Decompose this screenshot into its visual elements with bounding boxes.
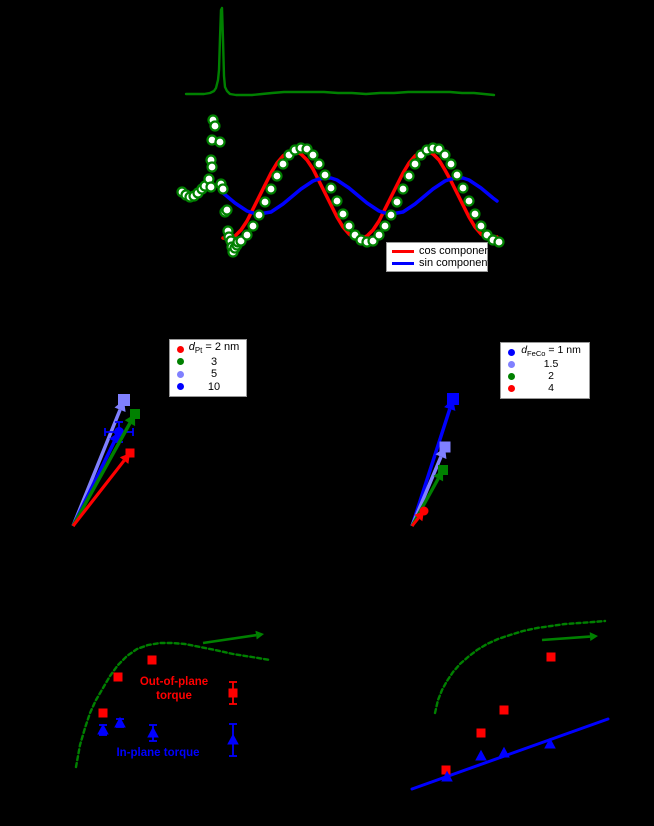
legend-row bbox=[503, 343, 587, 358]
variable-subscript: FeCo bbox=[527, 348, 546, 358]
legend-label: 5 bbox=[210, 368, 218, 381]
measured-data-marker bbox=[223, 206, 232, 215]
measured-data-marker bbox=[453, 171, 462, 180]
measured-data-marker bbox=[381, 222, 390, 231]
trend-arrow bbox=[542, 637, 590, 640]
series-dot bbox=[508, 373, 515, 380]
cos-line-swatch bbox=[392, 250, 414, 253]
in-plane-torque-label: In-plane torque bbox=[116, 747, 200, 759]
out-of-plane-torque-points-marker bbox=[500, 706, 509, 715]
measured-data-marker bbox=[471, 210, 480, 219]
series-dot bbox=[177, 371, 184, 378]
measured-data-marker bbox=[309, 151, 318, 160]
legend-row-cos bbox=[392, 245, 494, 257]
legend-label: 1.5 bbox=[543, 357, 559, 370]
variable-symbol: d bbox=[521, 343, 528, 356]
measured-data-marker bbox=[459, 184, 468, 193]
in-plane-torque-points-marker bbox=[475, 750, 487, 761]
legend-row bbox=[172, 381, 244, 394]
measured-data-marker bbox=[219, 185, 228, 194]
legend-label: 4 bbox=[548, 381, 554, 394]
in-plane-torque-points-marker bbox=[147, 727, 159, 738]
sin-line-swatch bbox=[392, 262, 414, 265]
measured-data-marker bbox=[387, 211, 396, 220]
measured-data-marker bbox=[321, 171, 330, 180]
legend-label: 2 bbox=[548, 369, 554, 382]
measured-data-marker bbox=[345, 222, 354, 231]
measured-data-marker bbox=[216, 138, 225, 147]
in-plane-torque-points-marker bbox=[114, 717, 126, 728]
measured-data-marker bbox=[255, 211, 264, 220]
legend-label: 3 bbox=[210, 355, 218, 368]
vector-dFeCo-2nm-marker bbox=[438, 465, 448, 475]
series-dot bbox=[508, 349, 515, 356]
legend-value: = 2 nm bbox=[202, 341, 240, 354]
legend-label-sin: sin component bbox=[419, 257, 491, 269]
legend-row bbox=[172, 343, 244, 356]
measured-data-marker bbox=[273, 172, 282, 181]
measured-data-marker bbox=[261, 198, 270, 207]
series-dot bbox=[177, 358, 184, 365]
legend-value: = 1 nm bbox=[545, 343, 581, 356]
legend-row bbox=[172, 356, 244, 369]
out-of-plane-torque-label-1: Out-of-plane bbox=[139, 676, 209, 688]
measured-data-marker bbox=[327, 184, 336, 193]
measured-data-marker bbox=[333, 197, 342, 206]
measured-data-marker bbox=[447, 160, 456, 169]
legend-row-sin bbox=[392, 257, 491, 269]
spectrum-trace bbox=[186, 8, 494, 95]
measured-data-marker bbox=[465, 197, 474, 206]
series-dot bbox=[177, 346, 184, 353]
variable-subscript: Pt bbox=[194, 346, 203, 356]
vector-dPt-3nm bbox=[73, 423, 130, 526]
legend-row bbox=[503, 370, 587, 382]
series-dot bbox=[508, 361, 515, 368]
linear-fit bbox=[412, 719, 608, 789]
vector-dFeCo-1nm-marker bbox=[447, 393, 459, 405]
measured-data-marker bbox=[249, 222, 258, 231]
series-dot bbox=[177, 383, 184, 390]
measured-data-marker bbox=[477, 222, 486, 231]
out-of-plane-torque-points-marker bbox=[229, 689, 238, 698]
panel-e-torque-vs-pt-thickness bbox=[76, 631, 270, 767]
measured-data-marker bbox=[339, 210, 348, 219]
vector-dPt-2nm-marker bbox=[126, 449, 135, 458]
legend-pt-thickness bbox=[169, 339, 247, 397]
measured-data-marker bbox=[211, 122, 220, 131]
panel-b-angle-dependence-fit bbox=[178, 116, 504, 257]
legend-row bbox=[172, 368, 244, 381]
legend-label-cos: cos component bbox=[419, 245, 494, 257]
measured-data-marker bbox=[279, 160, 288, 169]
trend-arrow-head bbox=[255, 631, 264, 640]
vector-dPt-5nm-marker bbox=[118, 394, 130, 406]
panel-f-torque-vs-feco-thickness bbox=[412, 621, 608, 789]
variable-symbol: d bbox=[188, 341, 195, 354]
out-of-plane-torque-points-marker bbox=[114, 673, 123, 682]
vector-dFeCo-4nm-marker bbox=[420, 507, 429, 516]
measured-data-marker bbox=[315, 160, 324, 169]
vector-dFeCo-1p5nm-marker bbox=[440, 442, 451, 453]
measured-data-marker bbox=[411, 160, 420, 169]
measured-data-marker bbox=[207, 183, 216, 192]
out-of-plane-torque-points-marker bbox=[477, 729, 486, 738]
saturation-guide bbox=[435, 621, 605, 713]
out-of-plane-torque-points-marker bbox=[99, 709, 108, 718]
measured-data-marker bbox=[375, 231, 384, 240]
trend-arrow-head bbox=[590, 632, 598, 641]
panel-d-torque-vectors-feco-series bbox=[412, 393, 459, 526]
legend-fit-components bbox=[386, 242, 494, 272]
measured-data-marker bbox=[267, 185, 276, 194]
out-of-plane-torque-label-2: torque bbox=[156, 690, 192, 702]
measured-data-marker bbox=[405, 172, 414, 181]
legend-label: 10 bbox=[207, 380, 221, 393]
legend-row bbox=[503, 358, 587, 370]
panel-c-torque-vectors-pt-series bbox=[73, 394, 140, 526]
in-plane-torque-points-marker bbox=[498, 747, 510, 758]
measured-data-marker bbox=[208, 163, 217, 172]
out-of-plane-torque-points-marker bbox=[547, 653, 556, 662]
measured-data-marker bbox=[393, 198, 402, 207]
out-of-plane-torque-points-marker bbox=[148, 656, 157, 665]
measured-data-marker bbox=[441, 151, 450, 160]
trend-arrow bbox=[203, 635, 256, 643]
measured-data-marker bbox=[243, 231, 252, 240]
legend-row bbox=[503, 383, 587, 395]
measured-data-marker bbox=[495, 238, 504, 247]
measured-data-marker bbox=[399, 185, 408, 194]
in-plane-torque-points-marker bbox=[97, 724, 109, 735]
in-plane-torque-points-marker bbox=[227, 734, 239, 745]
panel-a-fmr-spectrum bbox=[186, 8, 494, 95]
vector-dPt-3nm-marker bbox=[130, 409, 140, 419]
series-dot bbox=[508, 385, 515, 392]
legend-feco-thickness bbox=[500, 342, 590, 399]
